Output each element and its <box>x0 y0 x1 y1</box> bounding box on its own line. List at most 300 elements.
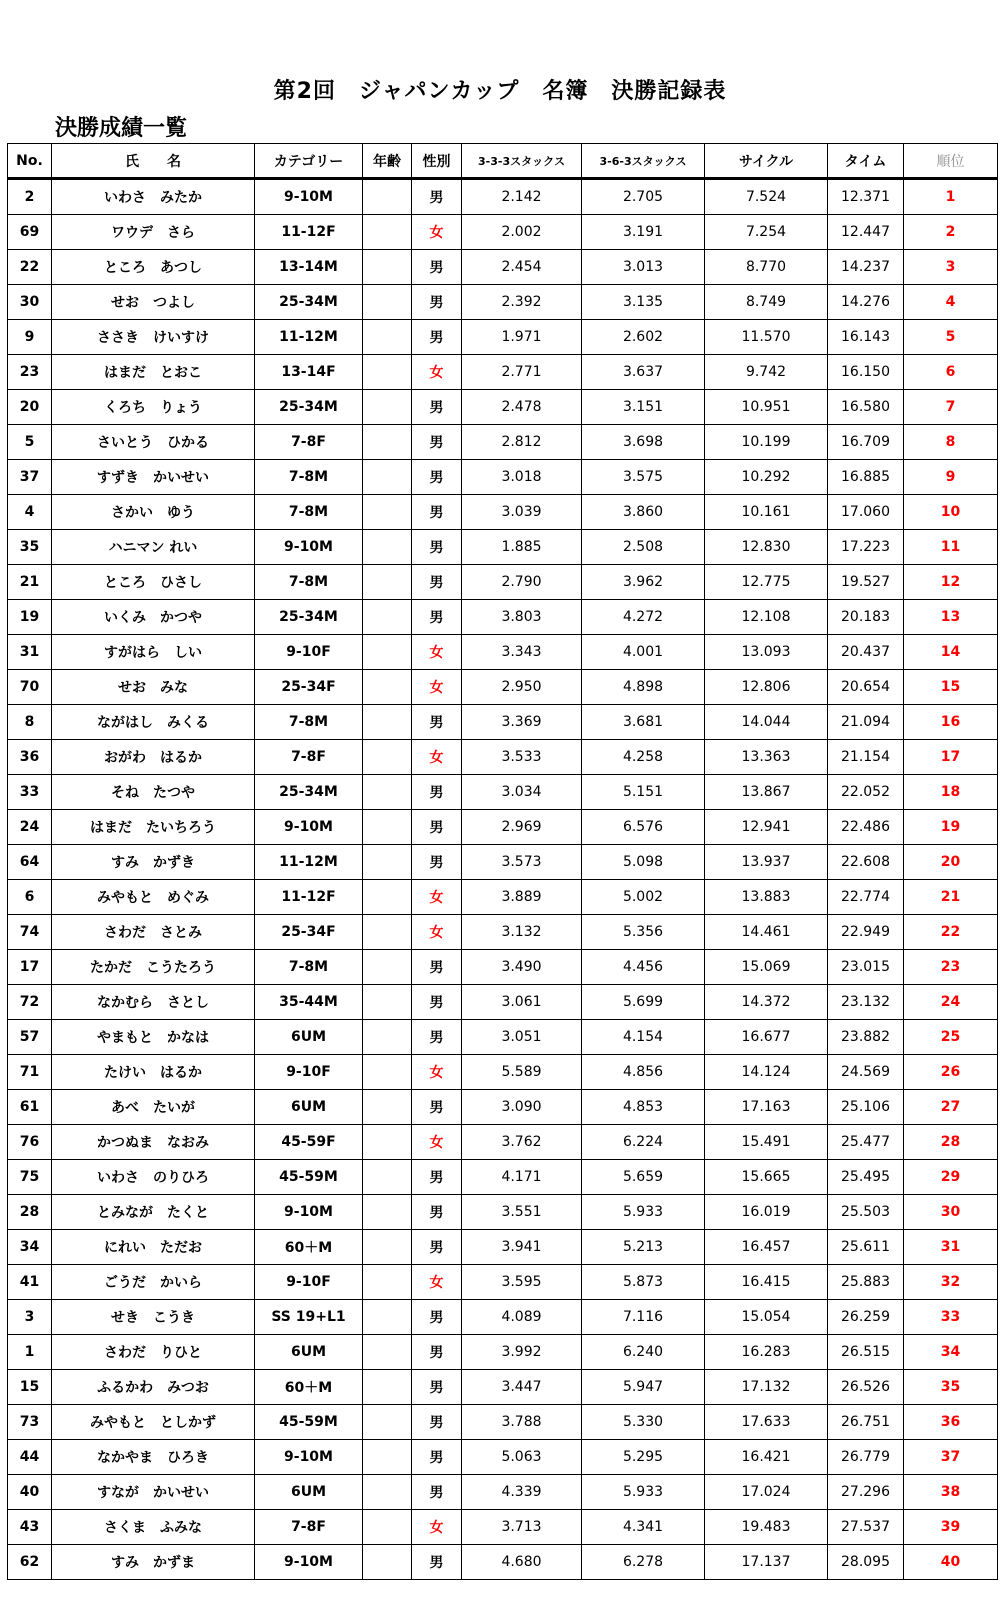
table-row <box>8 1510 998 1545</box>
cell-gender: 女 <box>412 915 462 950</box>
cell-name: おがわ はるか <box>52 740 255 775</box>
cell-time: 27.537 <box>828 1510 904 1545</box>
cell-333-stacks: 3.595 <box>462 1265 582 1300</box>
cell-cycle: 15.054 <box>705 1300 828 1335</box>
table-row <box>8 880 998 915</box>
table-row <box>8 565 998 600</box>
cell-333-stacks: 3.132 <box>462 915 582 950</box>
cell-cycle: 14.461 <box>705 915 828 950</box>
cell-333-stacks: 4.339 <box>462 1475 582 1510</box>
cell-time: 16.885 <box>828 460 904 495</box>
cell-no: 70 <box>8 670 52 705</box>
cell-rank: 34 <box>904 1335 998 1370</box>
cell-category: 9-10M <box>255 530 363 565</box>
cell-cycle: 14.044 <box>705 705 828 740</box>
cell-name: はまだ たいちろう <box>52 810 255 845</box>
cell-age <box>363 460 412 495</box>
cell-363-stacks: 5.933 <box>582 1475 705 1510</box>
cell-no: 19 <box>8 600 52 635</box>
cell-no: 30 <box>8 285 52 320</box>
cell-gender: 男 <box>412 1475 462 1510</box>
cell-time: 14.237 <box>828 250 904 285</box>
cell-name: みやもと めぐみ <box>52 880 255 915</box>
cell-name: ごうだ かいら <box>52 1265 255 1300</box>
cell-gender: 男 <box>412 705 462 740</box>
col-header-no: No. <box>8 144 52 179</box>
cell-no: 44 <box>8 1440 52 1475</box>
cell-category: 60＋M <box>255 1230 363 1265</box>
table-row <box>8 1405 998 1440</box>
cell-age <box>363 1020 412 1055</box>
col-header-363-stacks: 3-6-3スタックス <box>582 144 705 179</box>
cell-363-stacks: 3.698 <box>582 425 705 460</box>
cell-rank: 29 <box>904 1160 998 1195</box>
cell-time: 26.515 <box>828 1335 904 1370</box>
table-row <box>8 705 998 740</box>
cell-time: 12.371 <box>828 179 904 215</box>
cell-cycle: 12.830 <box>705 530 828 565</box>
table-row <box>8 1055 998 1090</box>
cell-time: 20.654 <box>828 670 904 705</box>
cell-363-stacks: 4.001 <box>582 635 705 670</box>
cell-333-stacks: 3.369 <box>462 705 582 740</box>
col-header-rank: 順位 <box>904 144 998 179</box>
cell-gender: 男 <box>412 985 462 1020</box>
cell-363-stacks: 5.213 <box>582 1230 705 1265</box>
cell-363-stacks: 6.278 <box>582 1545 705 1580</box>
cell-rank: 8 <box>904 425 998 460</box>
cell-no: 17 <box>8 950 52 985</box>
cell-333-stacks: 3.090 <box>462 1090 582 1125</box>
cell-cycle: 16.415 <box>705 1265 828 1300</box>
cell-rank: 9 <box>904 460 998 495</box>
cell-category: 9-10M <box>255 1440 363 1475</box>
cell-age <box>363 355 412 390</box>
cell-category: SS 19+L1 <box>255 1300 363 1335</box>
cell-name: ふるかわ みつお <box>52 1370 255 1405</box>
cell-name: すみ かずき <box>52 845 255 880</box>
cell-name: とみなが たくと <box>52 1195 255 1230</box>
cell-333-stacks: 3.533 <box>462 740 582 775</box>
cell-rank: 23 <box>904 950 998 985</box>
cell-gender: 男 <box>412 460 462 495</box>
cell-gender: 男 <box>412 1440 462 1475</box>
cell-363-stacks: 5.659 <box>582 1160 705 1195</box>
cell-time: 22.608 <box>828 845 904 880</box>
cell-category: 60＋M <box>255 1370 363 1405</box>
cell-rank: 33 <box>904 1300 998 1335</box>
cell-cycle: 17.132 <box>705 1370 828 1405</box>
cell-time: 26.526 <box>828 1370 904 1405</box>
cell-363-stacks: 7.116 <box>582 1300 705 1335</box>
cell-333-stacks: 1.885 <box>462 530 582 565</box>
cell-category: 7-8M <box>255 950 363 985</box>
cell-363-stacks: 2.508 <box>582 530 705 565</box>
cell-no: 22 <box>8 250 52 285</box>
cell-name: さかい ゆう <box>52 495 255 530</box>
cell-age <box>363 600 412 635</box>
cell-363-stacks: 3.860 <box>582 495 705 530</box>
cell-333-stacks: 2.392 <box>462 285 582 320</box>
cell-gender: 女 <box>412 1125 462 1160</box>
cell-333-stacks: 3.551 <box>462 1195 582 1230</box>
cell-gender: 男 <box>412 1545 462 1580</box>
cell-category: 9-10M <box>255 1545 363 1580</box>
cell-time: 26.779 <box>828 1440 904 1475</box>
table-row <box>8 495 998 530</box>
cell-time: 25.495 <box>828 1160 904 1195</box>
table-row <box>8 250 998 285</box>
cell-age <box>363 775 412 810</box>
cell-rank: 37 <box>904 1440 998 1475</box>
cell-gender: 女 <box>412 215 462 250</box>
cell-category: 9-10F <box>255 1265 363 1300</box>
cell-333-stacks: 4.680 <box>462 1545 582 1580</box>
cell-cycle: 10.951 <box>705 390 828 425</box>
cell-name: すみ かずま <box>52 1545 255 1580</box>
cell-gender: 男 <box>412 1160 462 1195</box>
cell-no: 37 <box>8 460 52 495</box>
cell-cycle: 11.570 <box>705 320 828 355</box>
cell-363-stacks: 3.013 <box>582 250 705 285</box>
table-row <box>8 1020 998 1055</box>
cell-333-stacks: 5.063 <box>462 1440 582 1475</box>
cell-333-stacks: 2.790 <box>462 565 582 600</box>
cell-333-stacks: 3.803 <box>462 600 582 635</box>
table-row <box>8 390 998 425</box>
cell-time: 14.276 <box>828 285 904 320</box>
cell-cycle: 13.093 <box>705 635 828 670</box>
cell-gender: 男 <box>412 845 462 880</box>
cell-name: ハニマン れい <box>52 530 255 565</box>
cell-age <box>363 1300 412 1335</box>
cell-cycle: 7.524 <box>705 179 828 215</box>
cell-gender: 男 <box>412 775 462 810</box>
cell-rank: 30 <box>904 1195 998 1230</box>
cell-cycle: 17.633 <box>705 1405 828 1440</box>
cell-363-stacks: 4.898 <box>582 670 705 705</box>
col-header-age: 年齢 <box>363 144 412 179</box>
cell-363-stacks: 4.341 <box>582 1510 705 1545</box>
cell-name: はまだ とおこ <box>52 355 255 390</box>
cell-no: 1 <box>8 1335 52 1370</box>
cell-363-stacks: 4.272 <box>582 600 705 635</box>
cell-cycle: 12.806 <box>705 670 828 705</box>
cell-363-stacks: 4.456 <box>582 950 705 985</box>
cell-time: 16.709 <box>828 425 904 460</box>
cell-category: 11-12M <box>255 845 363 880</box>
table-row <box>8 215 998 250</box>
cell-gender: 男 <box>412 1090 462 1125</box>
cell-age <box>363 320 412 355</box>
cell-time: 20.183 <box>828 600 904 635</box>
cell-category: 25-34M <box>255 600 363 635</box>
cell-no: 28 <box>8 1195 52 1230</box>
cell-age <box>363 1335 412 1370</box>
cell-cycle: 16.457 <box>705 1230 828 1265</box>
cell-age <box>363 950 412 985</box>
cell-category: 7-8F <box>255 740 363 775</box>
cell-age <box>363 285 412 320</box>
cell-cycle: 8.749 <box>705 285 828 320</box>
cell-age <box>363 1265 412 1300</box>
cell-rank: 3 <box>904 250 998 285</box>
cell-name: いわさ のりひろ <box>52 1160 255 1195</box>
cell-363-stacks: 5.699 <box>582 985 705 1020</box>
cell-363-stacks: 5.356 <box>582 915 705 950</box>
cell-333-stacks: 4.171 <box>462 1160 582 1195</box>
table-row <box>8 950 998 985</box>
cell-age <box>363 1090 412 1125</box>
cell-rank: 20 <box>904 845 998 880</box>
cell-gender: 男 <box>412 1370 462 1405</box>
cell-rank: 1 <box>904 179 998 215</box>
cell-name: たけい はるか <box>52 1055 255 1090</box>
cell-333-stacks: 4.089 <box>462 1300 582 1335</box>
table-row <box>8 845 998 880</box>
cell-time: 21.094 <box>828 705 904 740</box>
col-header-time: タイム <box>828 144 904 179</box>
cell-name: ところ ひさし <box>52 565 255 600</box>
cell-no: 72 <box>8 985 52 1020</box>
cell-rank: 39 <box>904 1510 998 1545</box>
cell-age <box>363 1195 412 1230</box>
cell-363-stacks: 4.258 <box>582 740 705 775</box>
cell-no: 62 <box>8 1545 52 1580</box>
cell-rank: 25 <box>904 1020 998 1055</box>
cell-category: 25-34M <box>255 285 363 320</box>
cell-name: さくま ふみな <box>52 1510 255 1545</box>
table-row <box>8 285 998 320</box>
cell-age <box>363 705 412 740</box>
cell-gender: 男 <box>412 600 462 635</box>
cell-rank: 36 <box>904 1405 998 1440</box>
cell-rank: 14 <box>904 635 998 670</box>
cell-rank: 40 <box>904 1545 998 1580</box>
cell-name: たかだ こうたろう <box>52 950 255 985</box>
cell-name: さわだ りひと <box>52 1335 255 1370</box>
cell-333-stacks: 3.061 <box>462 985 582 1020</box>
cell-age <box>363 670 412 705</box>
cell-cycle: 17.137 <box>705 1545 828 1580</box>
cell-time: 12.447 <box>828 215 904 250</box>
cell-age <box>363 390 412 425</box>
table-row <box>8 355 998 390</box>
cell-age <box>363 1440 412 1475</box>
cell-time: 23.132 <box>828 985 904 1020</box>
cell-cycle: 14.124 <box>705 1055 828 1090</box>
cell-time: 20.437 <box>828 635 904 670</box>
cell-rank: 15 <box>904 670 998 705</box>
cell-gender: 男 <box>412 1335 462 1370</box>
cell-time: 25.883 <box>828 1265 904 1300</box>
table-row <box>8 670 998 705</box>
table-row <box>8 1125 998 1160</box>
cell-gender: 男 <box>412 1020 462 1055</box>
table-row <box>8 1090 998 1125</box>
cell-363-stacks: 5.947 <box>582 1370 705 1405</box>
cell-time: 22.774 <box>828 880 904 915</box>
cell-333-stacks: 2.002 <box>462 215 582 250</box>
cell-time: 22.949 <box>828 915 904 950</box>
table-row <box>8 635 998 670</box>
table-row <box>8 1160 998 1195</box>
cell-363-stacks: 3.681 <box>582 705 705 740</box>
cell-age <box>363 1510 412 1545</box>
cell-333-stacks: 2.771 <box>462 355 582 390</box>
cell-gender: 男 <box>412 530 462 565</box>
cell-category: 6UM <box>255 1090 363 1125</box>
cell-name: ワウデ さら <box>52 215 255 250</box>
cell-no: 23 <box>8 355 52 390</box>
cell-363-stacks: 3.637 <box>582 355 705 390</box>
cell-333-stacks: 2.454 <box>462 250 582 285</box>
cell-time: 25.503 <box>828 1195 904 1230</box>
cell-333-stacks: 3.034 <box>462 775 582 810</box>
cell-category: 45-59F <box>255 1125 363 1160</box>
cell-name: すなが かいせい <box>52 1475 255 1510</box>
cell-cycle: 16.283 <box>705 1335 828 1370</box>
cell-cycle: 12.941 <box>705 810 828 845</box>
cell-gender: 男 <box>412 1230 462 1265</box>
cell-rank: 7 <box>904 390 998 425</box>
cell-category: 9-10F <box>255 635 363 670</box>
cell-no: 8 <box>8 705 52 740</box>
col-header-category: カテゴリー <box>255 144 363 179</box>
table-row <box>8 915 998 950</box>
cell-cycle: 16.421 <box>705 1440 828 1475</box>
cell-category: 25-34F <box>255 915 363 950</box>
cell-category: 6UM <box>255 1335 363 1370</box>
cell-age <box>363 1405 412 1440</box>
cell-rank: 10 <box>904 495 998 530</box>
cell-name: いわさ みたか <box>52 179 255 215</box>
cell-cycle: 15.491 <box>705 1125 828 1160</box>
cell-name: かつぬま なおみ <box>52 1125 255 1160</box>
table-header <box>8 144 998 179</box>
col-header-cycle: サイクル <box>705 144 828 179</box>
cell-age <box>363 1055 412 1090</box>
cell-category: 13-14F <box>255 355 363 390</box>
cell-cycle: 15.069 <box>705 950 828 985</box>
cell-name: ながはし みくる <box>52 705 255 740</box>
cell-363-stacks: 5.933 <box>582 1195 705 1230</box>
cell-no: 57 <box>8 1020 52 1055</box>
cell-no: 9 <box>8 320 52 355</box>
cell-333-stacks: 2.950 <box>462 670 582 705</box>
cell-name: にれい ただお <box>52 1230 255 1265</box>
table-row <box>8 1545 998 1580</box>
cell-age <box>363 985 412 1020</box>
cell-333-stacks: 3.018 <box>462 460 582 495</box>
cell-no: 75 <box>8 1160 52 1195</box>
cell-cycle: 14.372 <box>705 985 828 1020</box>
cell-time: 16.143 <box>828 320 904 355</box>
table-row <box>8 1195 998 1230</box>
cell-363-stacks: 3.151 <box>582 390 705 425</box>
cell-363-stacks: 2.602 <box>582 320 705 355</box>
cell-age <box>363 425 412 460</box>
cell-gender: 男 <box>412 390 462 425</box>
cell-category: 9-10M <box>255 179 363 215</box>
cell-age <box>363 1475 412 1510</box>
cell-gender: 女 <box>412 880 462 915</box>
cell-363-stacks: 3.575 <box>582 460 705 495</box>
cell-no: 34 <box>8 1230 52 1265</box>
table-row <box>8 425 998 460</box>
cell-gender: 男 <box>412 320 462 355</box>
cell-age <box>363 845 412 880</box>
cell-time: 23.882 <box>828 1020 904 1055</box>
cell-name: せき こうき <box>52 1300 255 1335</box>
cell-no: 15 <box>8 1370 52 1405</box>
cell-age <box>363 565 412 600</box>
cell-age <box>363 880 412 915</box>
cell-time: 23.015 <box>828 950 904 985</box>
cell-rank: 31 <box>904 1230 998 1265</box>
cell-cycle: 10.199 <box>705 425 828 460</box>
cell-rank: 21 <box>904 880 998 915</box>
cell-363-stacks: 4.856 <box>582 1055 705 1090</box>
cell-rank: 32 <box>904 1265 998 1300</box>
cell-363-stacks: 2.705 <box>582 179 705 215</box>
table-row <box>8 530 998 565</box>
table-row <box>8 1230 998 1265</box>
table-row <box>8 1370 998 1405</box>
cell-no: 2 <box>8 179 52 215</box>
cell-rank: 22 <box>904 915 998 950</box>
cell-time: 26.751 <box>828 1405 904 1440</box>
cell-no: 61 <box>8 1090 52 1125</box>
cell-gender: 女 <box>412 670 462 705</box>
cell-363-stacks: 4.853 <box>582 1090 705 1125</box>
cell-no: 33 <box>8 775 52 810</box>
cell-cycle: 10.161 <box>705 495 828 530</box>
cell-time: 16.580 <box>828 390 904 425</box>
cell-gender: 男 <box>412 1195 462 1230</box>
cell-name: やまもと かなは <box>52 1020 255 1055</box>
cell-rank: 12 <box>904 565 998 600</box>
cell-name: なかむら さとし <box>52 985 255 1020</box>
cell-category: 25-34F <box>255 670 363 705</box>
cell-rank: 5 <box>904 320 998 355</box>
cell-cycle: 16.019 <box>705 1195 828 1230</box>
cell-cycle: 7.254 <box>705 215 828 250</box>
cell-gender: 女 <box>412 740 462 775</box>
cell-333-stacks: 3.490 <box>462 950 582 985</box>
cell-333-stacks: 3.889 <box>462 880 582 915</box>
cell-category: 9-10F <box>255 1055 363 1090</box>
cell-age <box>363 915 412 950</box>
cell-category: 11-12M <box>255 320 363 355</box>
cell-333-stacks: 3.992 <box>462 1335 582 1370</box>
cell-category: 11-12F <box>255 880 363 915</box>
cell-gender: 男 <box>412 179 462 215</box>
cell-category: 25-34M <box>255 390 363 425</box>
col-header-name: 氏 名 <box>52 144 255 179</box>
cell-333-stacks: 3.573 <box>462 845 582 880</box>
cell-rank: 19 <box>904 810 998 845</box>
cell-333-stacks: 3.051 <box>462 1020 582 1055</box>
cell-no: 35 <box>8 530 52 565</box>
cell-363-stacks: 5.873 <box>582 1265 705 1300</box>
table-row <box>8 1475 998 1510</box>
cell-gender: 男 <box>412 1405 462 1440</box>
cell-363-stacks: 5.002 <box>582 880 705 915</box>
cell-cycle: 8.770 <box>705 250 828 285</box>
header-row <box>8 144 998 179</box>
cell-gender: 女 <box>412 635 462 670</box>
